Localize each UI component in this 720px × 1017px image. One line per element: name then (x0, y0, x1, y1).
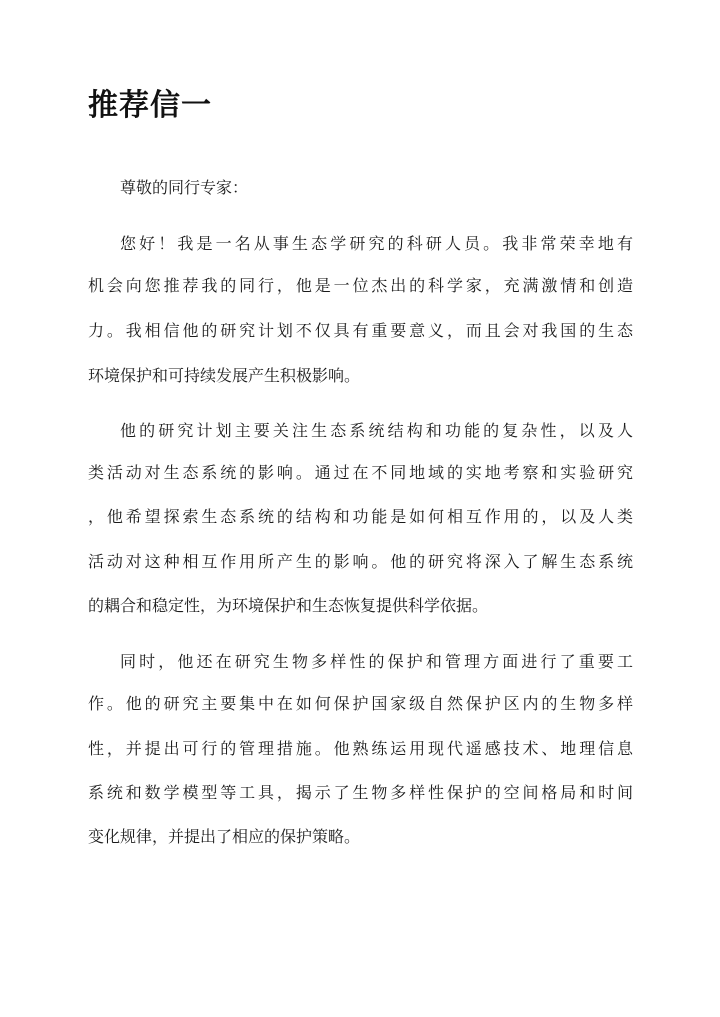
paragraph-2-line-3: ，他希望探索生态系统的结构和功能是如何相互作用的，以及人类 (88, 507, 633, 526)
paragraph-1-line-2: 机会向您推荐我的同行，他是一位杰出的科学家，充满激情和创造 (88, 276, 633, 295)
paragraph-3-line-1: 同时，他还在研究生物多样性的保护和管理方面进行了重要工 (120, 652, 633, 671)
paragraph-2-line-4: 活动对这种相互作用所产生的影响。他的研究将深入了解生态系统 (88, 552, 633, 571)
paragraph-3-line-4: 系统和数学模型等工具，揭示了生物多样性保护的空间格局和时间 (88, 783, 633, 802)
paragraph-3-line-5: 变化规律，并提出了相应的保护策略。 (88, 827, 361, 846)
paragraph-1-line-1: 您好！我是一名从事生态学研究的科研人员。我非常荣幸地有 (120, 234, 633, 253)
paragraph-2-line-1: 他的研究计划主要关注生态系统结构和功能的复杂性，以及人 (120, 421, 633, 440)
paragraph-3-line-2: 作。他的研究主要集中在如何保护国家级自然保护区内的生物多样 (88, 694, 633, 713)
greeting-line: 尊敬的同行专家： (120, 178, 249, 197)
page-title: 推荐信一 (88, 88, 212, 123)
paragraph-1-line-3: 力。我相信他的研究计划不仅具有重要意义，而且会对我国的生态 (88, 321, 633, 340)
paragraph-2-line-5: 的耦合和稳定性，为环境保护和生态恢复提供科学依据。 (88, 596, 489, 615)
paragraph-1-line-4: 环境保护和可持续发展产生积极影响。 (88, 366, 361, 385)
paragraph-2-line-2: 类活动对生态系统的影响。通过在不同地域的实地考察和实验研究 (88, 463, 633, 482)
paragraph-3-line-3: 性，并提出可行的管理措施。他熟练运用现代遥感技术、地理信息 (88, 739, 633, 758)
